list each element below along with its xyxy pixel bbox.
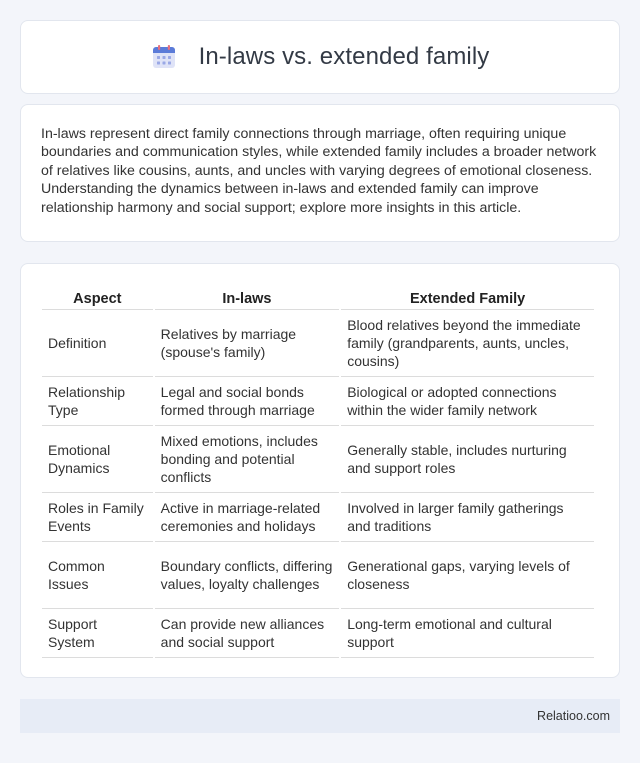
cell-in-laws: Boundary conflicts, differing values, loyalty challenges: [155, 542, 340, 609]
comparison-table: [40, 284, 596, 658]
header-in-laws: In-laws: [155, 284, 340, 310]
cell-aspect: Definition: [42, 310, 153, 377]
cell-extended-family: Generational gaps, varying levels of closeness: [341, 542, 594, 609]
header-aspect: Aspect: [42, 284, 153, 310]
table-row: [42, 493, 594, 542]
cell-aspect: Common Issues: [42, 542, 153, 609]
table-row: [42, 426, 594, 493]
cell-aspect: Roles in Family Events: [42, 493, 153, 542]
footer-brand[interactable]: Relatioo.com: [537, 709, 610, 723]
title-card: [20, 20, 620, 94]
cell-extended-family: Long-term emotional and cultural support: [341, 609, 594, 658]
table-row: [42, 542, 594, 609]
table-row: [42, 310, 594, 377]
page-title: In-laws vs. extended family: [198, 43, 490, 70]
cell-extended-family: Biological or adopted connections within the wider family network: [341, 377, 594, 426]
intro-card: [20, 104, 620, 242]
cell-in-laws: Legal and social bonds formed through marriage: [155, 377, 340, 426]
header-extended-family: Extended Family: [341, 284, 594, 310]
cell-aspect: Support System: [42, 609, 153, 658]
intro-paragraph: In-laws represent direct family connections through marriage, often requiring unique boundaries and communication styles, while extended family includes a broader network of relatives like cousins, aunts, and uncles with varying degrees of emotional closeness. Understanding the dynamics between in-laws and extended family can improve relationship harmony and social support; explore more insights in this article.: [41, 126, 597, 216]
cell-in-laws: Can provide new alliances and social support: [155, 609, 340, 658]
cell-in-laws: Mixed emotions, includes bonding and potential conflicts: [155, 426, 340, 493]
cell-extended-family: Involved in larger family gatherings and traditions: [341, 493, 594, 542]
cell-extended-family: Generally stable, includes nurturing and support roles: [341, 426, 594, 493]
table-row: [42, 377, 594, 426]
cell-in-laws: Relatives by marriage (spouse's family): [155, 310, 340, 377]
cell-in-laws: Active in marriage-related ceremonies and holidays: [155, 493, 340, 542]
comparison-table-card: [20, 263, 620, 678]
footer: [20, 699, 620, 733]
cell-aspect: Emotional Dynamics: [42, 426, 153, 493]
cell-aspect: Relationship Type: [42, 377, 153, 426]
cell-extended-family: Blood relatives beyond the immediate family (grandparents, aunts, uncles, cousins): [341, 310, 594, 377]
calendar-icon: [151, 44, 177, 70]
table-header-row: [42, 284, 594, 310]
table-row: [42, 609, 594, 658]
